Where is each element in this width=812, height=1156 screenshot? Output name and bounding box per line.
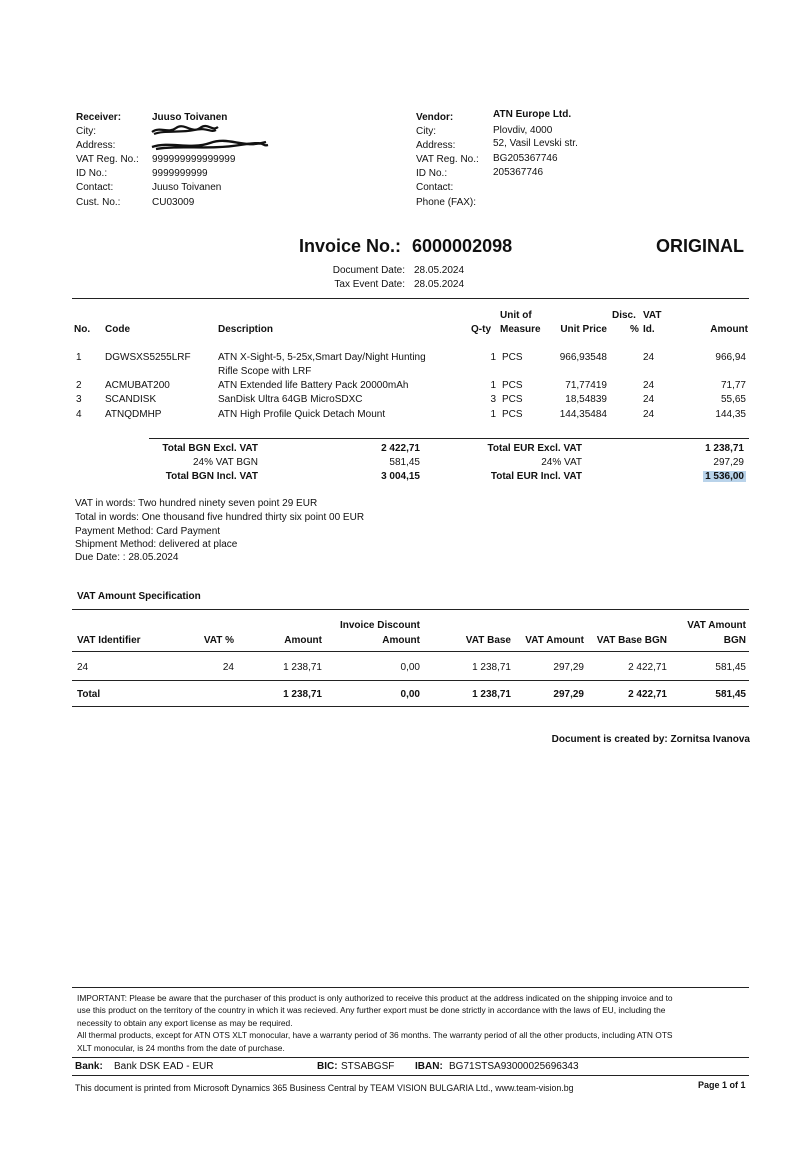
bgn-incl: 3 004,15 [381, 471, 420, 482]
col-code: Code [105, 324, 130, 335]
col-unit-top: Unit of [500, 310, 532, 321]
vs-col-invdisc-top: Invoice Discount [339, 620, 420, 631]
col-disc-bottom: % [630, 324, 639, 335]
receiver-address-label: Address: [76, 140, 116, 151]
vs-vatamount: 297,29 [553, 662, 584, 673]
vs-vatpct: 24 [222, 662, 234, 673]
eur-vat: 297,29 [713, 457, 744, 468]
vat-spec-bottom-divider [72, 706, 749, 707]
bic: STSABGSF [341, 1061, 395, 1072]
eur-excl: 1 238,71 [705, 443, 744, 454]
bic-label: BIC: [317, 1061, 338, 1072]
printed-by: This document is printed from Microsoft Dynamics 365 Business Central by TEAM VISION BULGARIA Ltd., www.team-vision.bg [75, 1083, 574, 1093]
redacted-address-scribble [150, 138, 270, 152]
important-text-4: All thermal products, except for ATN OTS XLT monocular, have a warranty period of 36 months. The warranty period of all the other products, including ATN OTS [77, 1030, 673, 1040]
redacted-city-scribble [150, 124, 220, 136]
vat-spec-divider [72, 609, 749, 610]
vendor-address: 52, Vasil Levski str. [493, 138, 578, 149]
vs-vatbase: 1 238,71 [472, 662, 511, 673]
line-price: 18,54839 [565, 394, 607, 405]
line-price: 71,77419 [565, 380, 607, 391]
vendor-city-label: City: [416, 126, 436, 137]
vs-vatbasebgn: 2 422,71 [628, 662, 667, 673]
vs-total-vatamtbgn: 581,45 [715, 689, 746, 700]
eur-incl: 1 536,00 [705, 471, 744, 482]
iban-label: IBAN: [415, 1061, 443, 1072]
line-vat: 24 [643, 380, 655, 391]
vs-total-vatamount: 297,29 [553, 689, 584, 700]
line-no: 3 [76, 394, 82, 405]
line-qty: 3 [490, 394, 496, 405]
invoice-title-label: Invoice No.: [299, 236, 402, 256]
receiver-cust-label: Cust. No.: [76, 197, 121, 208]
receiver-city-label: City: [76, 126, 96, 137]
receiver-label: Receiver: [76, 112, 122, 123]
line-qty: 1 [490, 409, 496, 420]
bgn-vat-label: 24% VAT BGN [192, 457, 258, 468]
important-text-1: IMPORTANT: Please be aware that the purchaser of this product is only authorized to receive this product at the address indicated on the shipping invoice and to [77, 993, 673, 1003]
eur-incl-amount [660, 471, 746, 482]
line-desc: ATN Extended life Battery Pack 20000mAh [218, 380, 409, 391]
vs-col-vatamtbgn-bottom: BGN [723, 635, 746, 646]
col-unit-bottom: Measure [500, 324, 541, 335]
vat-spec-row-divider [72, 680, 749, 681]
line-desc: SanDisk Ultra 64GB MicroSDXC [218, 394, 363, 405]
footer-divider-2 [72, 1057, 749, 1058]
vendor-contact-label: Contact: [416, 182, 454, 193]
receiver-contact: Juuso Toivanen [152, 182, 222, 193]
col-amount: Amount [710, 324, 748, 335]
footer-divider [72, 987, 749, 988]
line-amount: 71,77 [720, 380, 746, 391]
line-qty: 1 [490, 380, 496, 391]
col-qty: Q-ty [471, 324, 491, 335]
col-unit-price: Unit Price [560, 324, 607, 335]
line-no: 4 [76, 409, 82, 420]
vendor-name: ATN Europe Ltd. [493, 109, 572, 120]
receiver-vat: 999999999999999 [152, 154, 236, 165]
line-desc: ATN X-Sight-5, 5-25x,Smart Day/Night Hunting [218, 352, 426, 363]
line-uom: PCS [502, 380, 523, 391]
vs-col-vatamount: VAT Amount [525, 635, 584, 646]
line-qty: 1 [490, 352, 496, 363]
line-uom: PCS [502, 394, 523, 405]
line-uom: PCS [502, 352, 523, 363]
vs-vatamtbgn: 581,45 [715, 662, 746, 673]
line-vat: 24 [643, 409, 655, 420]
vs-total-invdisc: 0,00 [400, 689, 420, 700]
line-desc: ATN High Profile Quick Detach Mount [218, 409, 386, 420]
col-no: No. [74, 324, 91, 335]
vendor-id: 205367746 [493, 167, 544, 178]
receiver-vat-label: VAT Reg. No.: [76, 154, 139, 165]
totals-divider [149, 438, 749, 439]
vendor-phone-label: Phone (FAX): [416, 197, 477, 208]
vs-invdisc: 0,00 [400, 662, 420, 673]
line-price: 144,35484 [559, 409, 607, 420]
line-desc-2: Rifle Scope with LRF [218, 366, 312, 377]
line-amount: 55,65 [720, 394, 746, 405]
receiver-id: 9999999999 [152, 168, 208, 179]
tax-date-label: Tax Event Date: [334, 279, 405, 290]
line-code: SCANDISK [105, 394, 157, 405]
created-by: Document is created by: Zornitsa Ivanova [551, 734, 750, 745]
col-vat-top: VAT [643, 310, 662, 321]
vs-total-vatbase: 1 238,71 [472, 689, 511, 700]
line-code: ATNQDMHP [105, 409, 162, 420]
doc-date: 28.05.2024 [414, 265, 465, 276]
col-disc-top: Disc. [612, 310, 636, 321]
bgn-vat: 581,45 [389, 457, 420, 468]
page-number: Page 1 of 1 [698, 1080, 746, 1090]
bgn-excl: 2 422,71 [381, 443, 420, 454]
tax-date: 28.05.2024 [414, 279, 465, 290]
invoice-number: 6000002098 [412, 236, 513, 256]
line-vat: 24 [643, 352, 655, 363]
total-in-words: Total in words: One thousand five hundred thirty six point 00 EUR [75, 512, 365, 523]
vs-col-vatamtbgn-top: VAT Amount [687, 620, 746, 631]
important-text-2: use this product on the territory of the country in which it was recieved. Any further export must be done strictly in accordance with the laws of EU, including the [77, 1005, 666, 1015]
vs-col-identifier: VAT Identifier [77, 635, 141, 646]
vs-col-vatbase: VAT Base [465, 635, 511, 646]
due-date: Due Date: : 28.05.2024 [75, 552, 179, 563]
vs-col-amount: Amount [284, 635, 322, 646]
vs-amount: 1 238,71 [283, 662, 322, 673]
vendor-city: Plovdiv, 4000 [493, 125, 553, 136]
vs-identifier: 24 [77, 662, 89, 673]
vendor-address-label: Address: [416, 140, 456, 151]
vat-spec-title: VAT Amount Specification [77, 591, 201, 602]
vs-col-vatpct: VAT % [203, 635, 234, 646]
vendor-label: Vendor: [416, 112, 454, 123]
col-description: Description [218, 324, 274, 335]
vs-total-vatbasebgn: 2 422,71 [628, 689, 667, 700]
footer-divider-3 [72, 1075, 749, 1076]
line-amount: 966,94 [715, 352, 746, 363]
bgn-excl-label: Total BGN Excl. VAT [162, 443, 258, 454]
shipment-method: Shipment Method: delivered at place [75, 539, 238, 550]
receiver-id-label: ID No.: [76, 168, 108, 179]
payment-method: Payment Method: Card Payment [75, 526, 221, 537]
important-text-3: necessity to obtain any export license as may be required. [77, 1018, 293, 1028]
vs-col-vatbasebgn: VAT Base BGN [596, 635, 667, 646]
bank-label: Bank: [75, 1061, 103, 1072]
vendor-vat: BG205367746 [493, 153, 558, 164]
divider [72, 298, 749, 299]
important-text-5: XLT monocular, is 24 months from the date of purchase. [77, 1043, 285, 1053]
line-price: 966,93548 [559, 352, 607, 363]
receiver-cust: CU03009 [152, 197, 195, 208]
iban: BG71STSA93000025696343 [449, 1061, 579, 1072]
vs-col-invdisc-bottom: Amount [382, 635, 420, 646]
line-code: DGWSXS5255LRF [105, 352, 191, 363]
invoice-status: ORIGINAL [656, 236, 744, 256]
doc-date-label: Document Date: [332, 265, 405, 276]
eur-vat-label: 24% VAT [541, 457, 582, 468]
line-uom: PCS [502, 409, 523, 420]
col-vat-bottom: Id. [643, 324, 655, 335]
vendor-vat-label: VAT Reg. No.: [416, 154, 479, 165]
bank-name: Bank DSK EAD - EUR [114, 1061, 214, 1072]
eur-incl-label: Total EUR Incl. VAT [490, 471, 582, 482]
vs-total-amount: 1 238,71 [283, 689, 322, 700]
bgn-incl-label: Total BGN Incl. VAT [165, 471, 258, 482]
line-no: 1 [76, 352, 82, 363]
line-code: ACMUBAT200 [105, 380, 170, 391]
eur-excl-label: Total EUR Excl. VAT [487, 443, 582, 454]
receiver-name: Juuso Toivanen [152, 112, 228, 123]
vat-spec-header-divider [72, 651, 749, 652]
vendor-id-label: ID No.: [416, 168, 448, 179]
line-amount: 144,35 [715, 409, 746, 420]
line-no: 2 [76, 380, 82, 391]
vat-in-words: VAT in words: Two hundred ninety seven point 29 EUR [75, 498, 318, 509]
vs-total-label: Total [77, 689, 101, 700]
receiver-contact-label: Contact: [76, 182, 114, 193]
line-vat: 24 [643, 394, 655, 405]
